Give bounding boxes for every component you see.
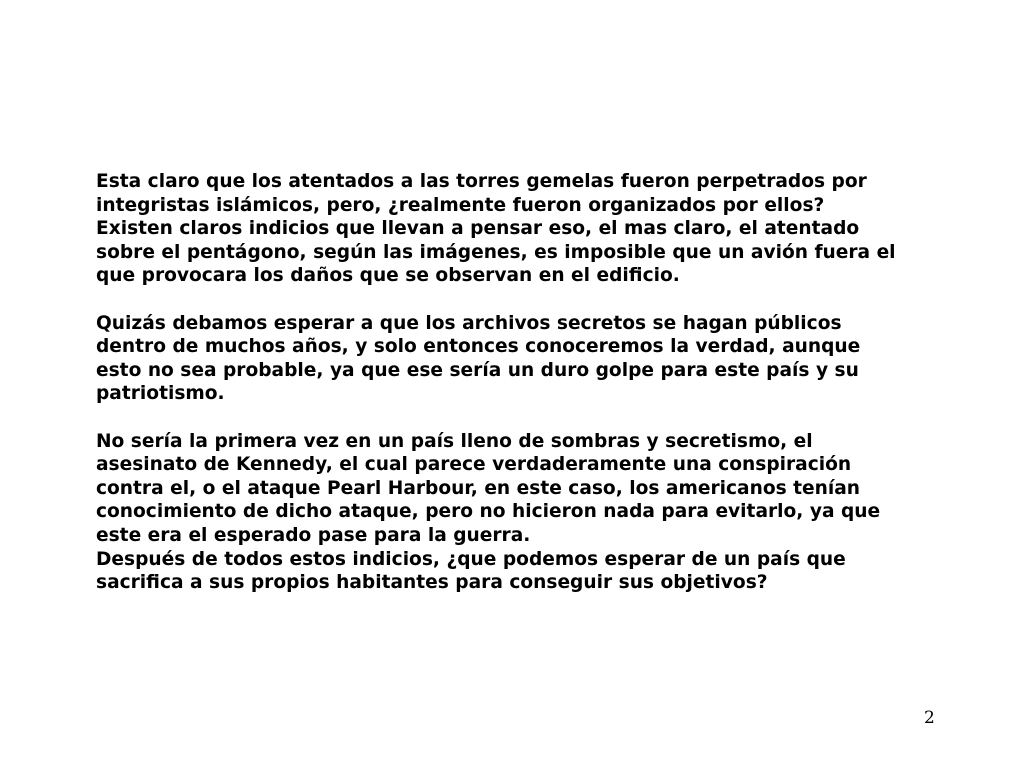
text-line: Existen claros indicios que llevan a pensar eso, el mas claro, el atentado — [96, 218, 860, 240]
text-line: que provocara los daños que se observan en el edificio. — [96, 265, 680, 287]
text-line: No sería la primera vez en un país lleno de sombras y secretismo, el — [96, 430, 813, 452]
paragraph-3 — [96, 430, 966, 595]
paragraph-gap — [96, 288, 966, 312]
paragraph-gap — [96, 406, 966, 430]
text-line: este era el esperado pase para la guerra. — [96, 524, 531, 546]
text-line: asesinato de Kennedy, el cual parece verdaderamente una conspiración — [96, 454, 852, 476]
paragraph-1 — [96, 170, 966, 288]
text-line: sobre el pentágono, según las imágenes, es imposible que un avión fuera el — [96, 241, 896, 263]
text-line: patriotismo. — [96, 383, 225, 405]
page-number: 2 — [924, 708, 935, 728]
text-line: Después de todos estos indicios, ¿que podemos esperar de un país que — [96, 548, 846, 570]
text-line: dentro de muchos años, y solo entonces conoceremos la verdad, aunque — [96, 336, 861, 358]
text-line: esto no sea probable, ya que ese sería un duro golpe para este país y su — [96, 359, 859, 381]
text-line: contra el, o el ataque Pearl Harbour, en este caso, los americanos tenían — [96, 477, 861, 499]
text-line: Esta claro que los atentados a las torres gemelas fueron perpetrados por — [96, 171, 867, 192]
paragraph-2 — [96, 312, 966, 406]
text-line: Quizás debamos esperar a que los archivos secretos se hagan públicos — [96, 312, 842, 334]
text-line: conocimiento de dicho ataque, pero no hicieron nada para evitarlo, ya que — [96, 501, 881, 523]
text-line: integristas islámicos, pero, ¿realmente fueron organizados por ellos? — [96, 194, 825, 216]
body-text — [96, 170, 966, 595]
text-line: sacrifica a sus propios habitantes para conseguir sus objetivos? — [96, 572, 768, 594]
